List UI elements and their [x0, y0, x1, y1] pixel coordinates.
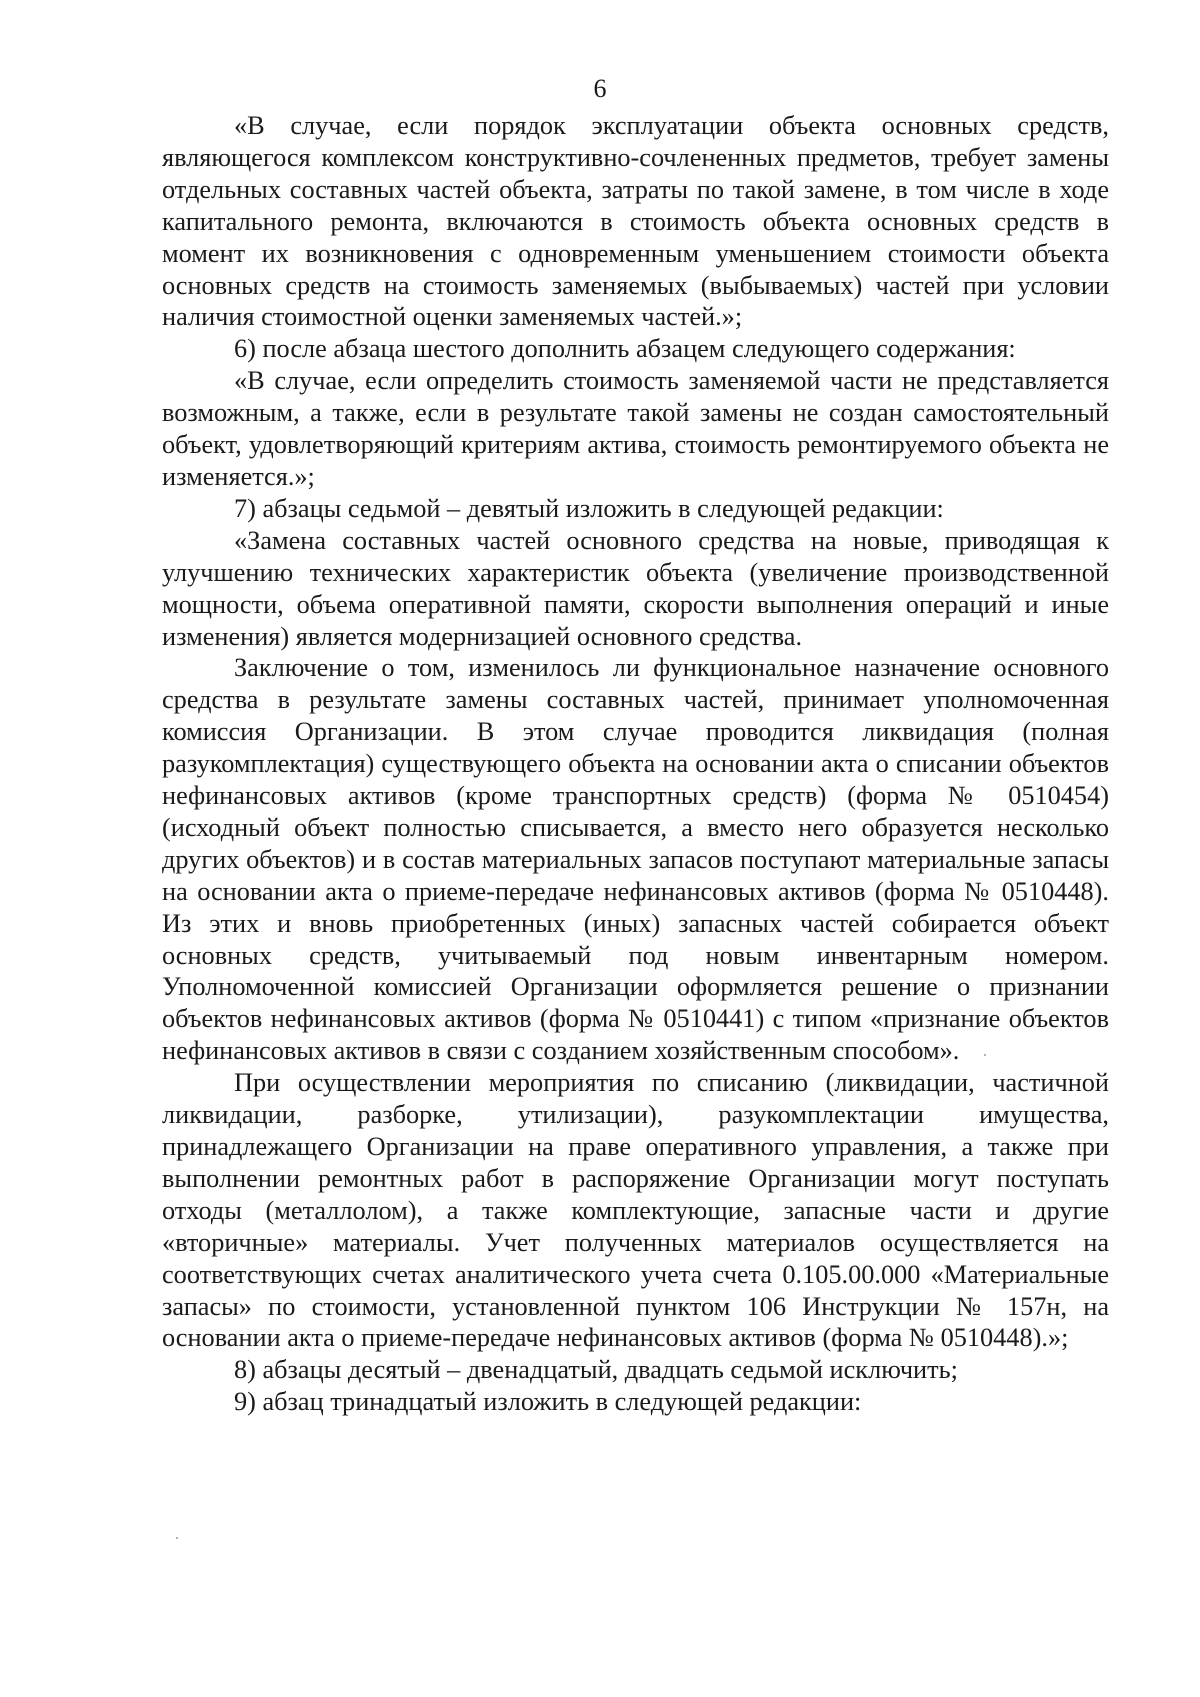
- paragraph-replacement-of-parts: «В случае, если порядок эксплуатации объекта основных средств, являющегося комплексом конструктивно-сочлененных предметов, требует замены отдельных составных частей объекта, затраты по такой замене, в том числе в ходе капитального ремонта, включаются в стоимость объекта основных средств в момент их возникновения с одновременным уменьшением стоимости объекта основных средств на стоимость заменяемых (выбываемых) частей при условии наличия стоимостной оценки заменяемых частей.»;: [162, 111, 1109, 332]
- paragraph-item-9: 9) абзац тринадцатый изложить в следующей редакции:: [234, 1387, 862, 1417]
- paragraph-modernization: «Замена составных частей основного средства на новые, приводящая к улучшению технических характеристик объекта (увеличение производственной мощности, объема оперативной памяти, скорости выполнения операций и иные изменения) является модернизацией основного средства.: [162, 525, 1109, 651]
- paragraph-write-off-materials: При осуществлении мероприятия по списанию (ликвидации, частичной ликвидации, разборке, утилизации), разукомплектации имущества, принадлежащего Организации на праве оперативного управления, а также при выполнении ремонтных работ в распоряжение Организации могут поступать отходы (металлолом), а также комплектующие, запасные части и другие «вторичные» материалы. Учет полученных материалов осуществляется на соответствующих счетах аналитического учета счета 0.105.00.000 «Материальные запасы» по стоимости, установленной пунктом 106 Инструкции № 157н, на основании акта о приеме-передаче нефинансовых активов (форма № 0510448).»;: [162, 1068, 1109, 1353]
- page-number: 6: [593, 74, 607, 103]
- scan-speck: [176, 1537, 178, 1539]
- paragraph-part-cost-undetermined: «В случае, если определить стоимость заменяемой части не представляется возможным, а также, если в результате такой замены не создан самостоятельный объект, удовлетворяющий критериям актива, стоимость ремонтируемого объекта не изменяется.»;: [162, 366, 1109, 491]
- paragraph-item-7: 7) абзацы седьмой – девятый изложить в следующей редакции:: [234, 493, 944, 523]
- paragraph-item-6: 6) после абзаца шестого дополнить абзацем следующего содержания:: [234, 334, 1016, 364]
- paragraph-item-8: 8) абзацы десятый – двенадцатый, двадцать седьмой исключить;: [234, 1355, 958, 1385]
- scan-speck: [984, 1054, 986, 1056]
- paragraph-commission-conclusion: Заключение о том, изменилось ли функциональное назначение основного средства в результате замены составных частей, принимает уполномоченная комиссия Организации. В этом случае проводится ликвидация (полная разукомплектация) существующего объекта на основании акта о списании объектов нефинансовых активов (кроме транспортных средств) (форма № 0510454) (исходный объект полностью списывается, а вместо него образуется несколько других объектов) и в состав материальных запасов поступают материальные запасы на основании акта о приеме-передаче нефинансовых активов (форма № 0510448). Из этих и вновь приобретенных (иных) запасных частей собирается объект основных средств, учитываемый под новым инвентарным номером. Уполномоченной комиссией Организации оформляется решение о признании объектов нефинансовых активов (форма № 0510441) с типом «признание объектов нефинансовых активов в связи с созданием хозяйственным способом».: [162, 653, 1109, 1066]
- document-body: [162, 110, 1109, 1418]
